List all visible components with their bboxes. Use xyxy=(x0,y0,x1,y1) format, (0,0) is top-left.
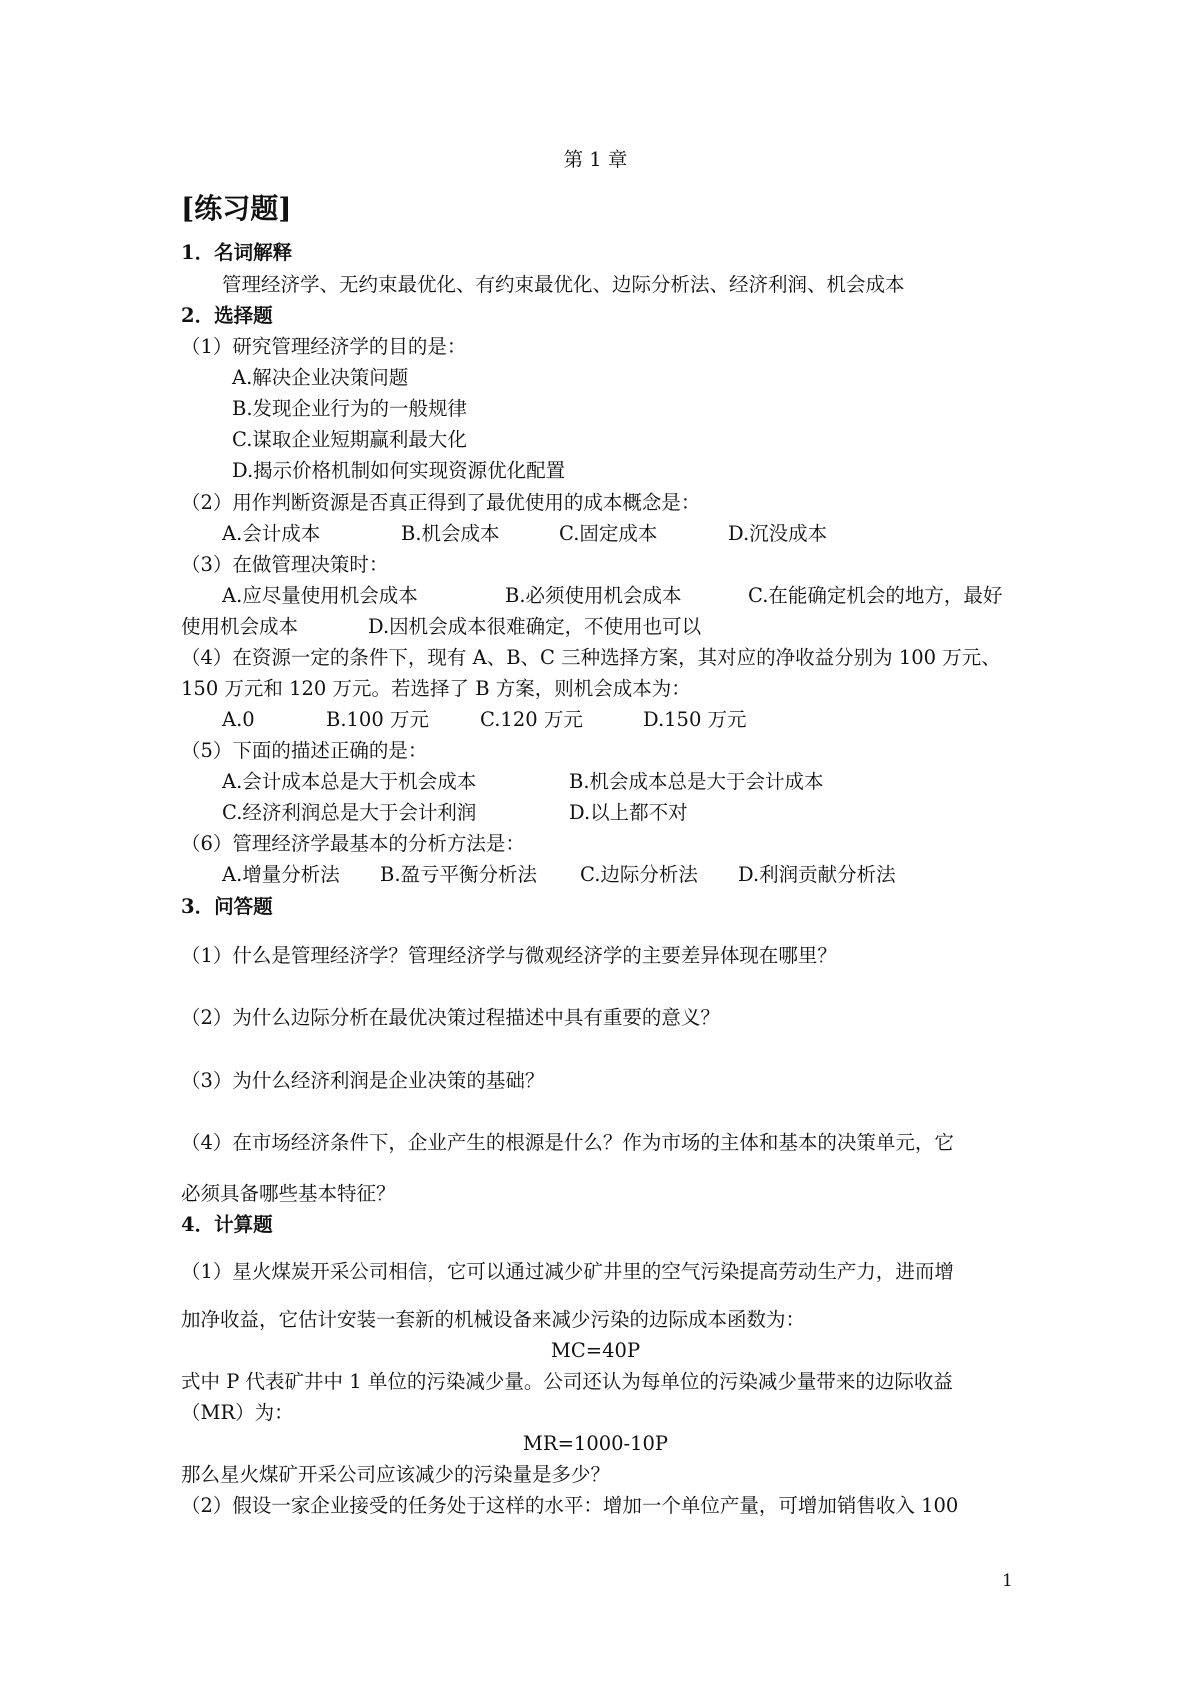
q6-stem: （6）管理经济学最基本的分析方法是： xyxy=(181,832,525,855)
q3-option-a: A.应尽量使用机会成本 xyxy=(222,584,418,607)
q5-option-d: D.以上都不对 xyxy=(569,801,688,824)
q5-option-c: C.经济利润总是大于会计利润 xyxy=(222,801,477,824)
calc-q1-line5: 那么星火煤矿开采公司应该减少的污染量是多少？ xyxy=(181,1463,611,1486)
q3-stem: （3）在做管理决策时： xyxy=(181,553,389,576)
calc-q1-line1: （1）星火煤炭开采公司相信，它可以通过减少矿井里的空气污染提高劳动生产力，进而增 xyxy=(181,1260,954,1283)
calc-q2-line1: （2）假设一家企业接受的任务处于这样的水平：增加一个单位产量，可增加销售收入 100 xyxy=(181,1494,959,1517)
q2-stem: （2）用作判断资源是否真正得到了最优使用的成本概念是： xyxy=(181,491,701,514)
section-3-title: 3．问答题 xyxy=(181,895,273,918)
q4-option-d: D.150 万元 xyxy=(643,708,747,731)
q2-option-b: B.机会成本 xyxy=(401,522,500,545)
section-2-title: 2．选择题 xyxy=(181,304,273,327)
formula-mr: MR=1000-10P xyxy=(522,1432,669,1455)
formula-mc: MC=40P xyxy=(550,1339,641,1362)
q5-stem: （5）下面的描述正确的是： xyxy=(181,739,428,762)
calc-q1-line4: （MR）为： xyxy=(181,1401,294,1424)
q1-option-d: D.揭示价格机制如何实现资源优化配置 xyxy=(232,459,566,482)
q3-option-d: D.因机会成本很难确定，不使用也可以 xyxy=(368,615,702,638)
q5-option-b: B.机会成本总是大于会计成本 xyxy=(569,770,824,793)
calc-q1-line3: 式中 P 代表矿井中 1 单位的污染减少量。公司还认为每单位的污染减少量带来的边际收益 xyxy=(181,1370,953,1393)
essay-q3: （3）为什么经济利润是企业决策的基础？ xyxy=(181,1069,545,1092)
page-number: 1 xyxy=(1002,1571,1013,1591)
q1-option-a: A.解决企业决策问题 xyxy=(232,366,409,389)
q1-option-c: C.谋取企业短期赢利最大化 xyxy=(232,428,467,451)
q1-option-b: B.发现企业行为的一般规律 xyxy=(232,397,468,420)
q4-option-c: C.120 万元 xyxy=(480,708,583,731)
q2-option-d: D.沉没成本 xyxy=(728,522,828,545)
q6-option-d: D.利润贡献分析法 xyxy=(738,863,896,886)
q1-stem: （1）研究管理经济学的目的是： xyxy=(181,335,467,358)
exercise-heading: [练习题] xyxy=(181,192,292,225)
essay-q4-line2: 必须具备哪些基本特征？ xyxy=(181,1182,396,1205)
q3-option-c: C.在能确定机会的地方，最好 xyxy=(748,584,1003,607)
q4-stem-line2: 150 万元和 120 万元。若选择了 B 方案，则机会成本为： xyxy=(181,677,691,700)
calc-q1-line2: 加净收益，它估计安装一套新的机械设备来减少污染的边际成本函数为： xyxy=(181,1308,806,1331)
q6-option-c: C.边际分析法 xyxy=(580,863,698,886)
essay-q1: （1）什么是管理经济学？管理经济学与微观经济学的主要差异体现在哪里？ xyxy=(181,944,837,967)
q5-option-a: A.会计成本总是大于机会成本 xyxy=(222,770,477,793)
q2-option-c: C.固定成本 xyxy=(559,522,658,545)
essay-q4-line1: （4）在市场经济条件下，企业产生的根源是什么？作为市场的主体和基本的决策单元，它 xyxy=(181,1131,954,1154)
section-1-terms: 管理经济学、无约束最优化、有约束最优化、边际分析法、经济利润、机会成本 xyxy=(222,273,905,296)
q4-option-a: A.0 xyxy=(222,708,255,731)
section-1-title: 1．名词解释 xyxy=(181,241,293,264)
essay-q2: （2）为什么边际分析在最优决策过程描述中具有重要的意义？ xyxy=(181,1006,720,1029)
chapter-title: 第 1 章 xyxy=(563,148,628,171)
q6-option-b: B.盈亏平衡分析法 xyxy=(380,863,538,886)
q2-option-a: A.会计成本 xyxy=(222,522,321,545)
q3-option-b: B.必须使用机会成本 xyxy=(505,584,682,607)
q6-option-a: A.增量分析法 xyxy=(222,863,340,886)
section-4-title: 4．计算题 xyxy=(181,1213,273,1236)
q4-option-b: B.100 万元 xyxy=(326,708,429,731)
q4-stem-line1: （4）在资源一定的条件下，现有 A、B、C 三种选择方案，其对应的净收益分别为 100 万元、 xyxy=(181,646,1001,669)
q3-option-c-cont: 使用机会成本 xyxy=(181,615,299,638)
